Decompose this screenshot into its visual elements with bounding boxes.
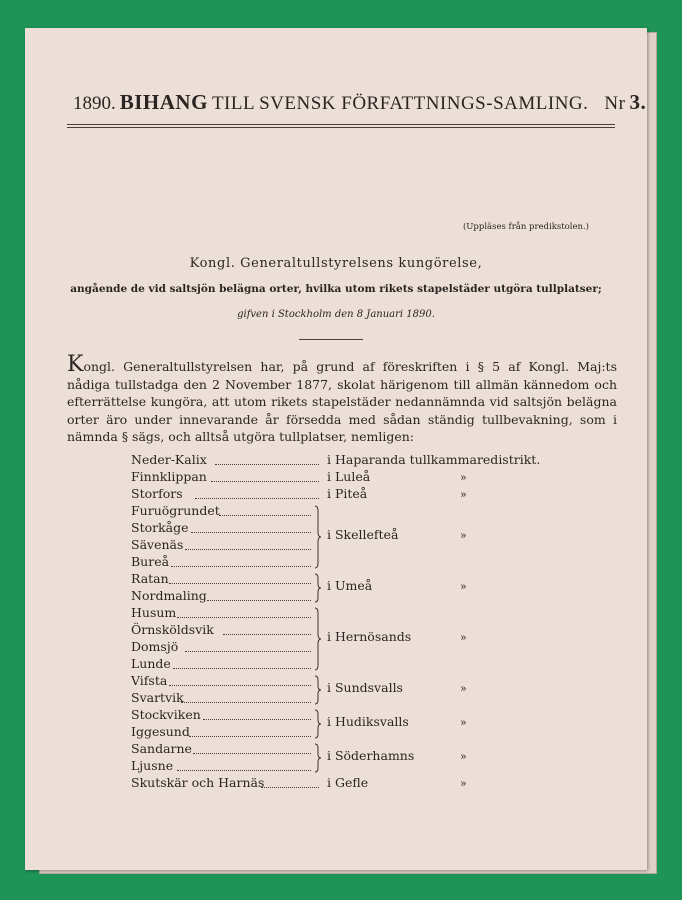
leader-dots <box>177 614 311 618</box>
body-line-2: nådiga tullstadga den 2 November 1877, skolat härigenom till allmän kännedom och <box>67 376 617 392</box>
ditto-mark: » <box>460 631 467 644</box>
group-brace <box>314 607 321 671</box>
header-year: 1890. <box>73 93 116 114</box>
header-nr-value: 3. <box>629 90 647 114</box>
leader-dots <box>189 733 311 737</box>
body-line-1: Kongl. Generaltullstyrelsen har, på grund af föreskriften i § 5 af Kongl. Maj:ts <box>67 352 617 377</box>
leader-dots <box>169 580 311 584</box>
leader-dots <box>219 512 311 516</box>
leader-dots <box>195 495 319 499</box>
place-item: Stockviken <box>131 707 201 722</box>
place-item: Skutskär och Harnäs <box>131 775 265 790</box>
place-item: Örnsköldsvik <box>131 622 214 637</box>
group-brace <box>314 743 321 773</box>
leader-dots <box>173 665 311 669</box>
district-label: i Umeå <box>327 578 373 593</box>
district-label: i Hudiksvalls <box>327 714 409 729</box>
district-label: i Luleå <box>327 469 371 484</box>
group-brace <box>314 505 321 569</box>
place-item: Nordmaling <box>131 588 207 603</box>
leader-dots <box>207 597 311 601</box>
place-item: Furuögrundet <box>131 503 220 518</box>
place-item: Vifsta <box>131 673 168 688</box>
place-item: Lunde <box>131 656 171 671</box>
leader-dots <box>169 682 311 686</box>
place-item: Bureå <box>131 554 170 569</box>
district-label: i Piteå <box>327 486 368 501</box>
leader-dots <box>177 767 311 771</box>
place-item: Storkåge <box>131 520 189 535</box>
group-brace <box>314 709 321 739</box>
group-brace <box>314 675 321 705</box>
place-item: Domsjö <box>131 639 179 654</box>
ditto-mark: » <box>460 750 467 763</box>
place-item: Husum <box>131 605 177 620</box>
document-page <box>25 28 647 870</box>
ditto-mark: » <box>460 529 467 542</box>
body-line-5: nämnda § sägs, och alltså utgöra tullplatser, nemligen: <box>67 429 415 445</box>
leader-dots <box>185 648 311 652</box>
drop-initial: K <box>67 352 84 377</box>
place-item: Neder-Kalix <box>131 452 207 467</box>
pulpit-note: (Uppläses från predikstolen.) <box>462 222 589 232</box>
body-line-3: efterrättelse kungöra, att utom rikets stapelstäder nedannämnda vid saltsjön belägna <box>67 394 617 410</box>
district-label: i Sundsvalls <box>327 680 403 695</box>
ditto-mark: » <box>460 471 467 484</box>
place-item: Iggesund <box>131 724 190 739</box>
place-item: Svartvik <box>131 690 184 705</box>
document-subtitle: angående de vid saltsjön belägna orter, hvilka utom rikets stapelstäder utgöra tullplatser; <box>70 283 602 295</box>
district-label: i Gefle <box>327 775 369 790</box>
header-till: TILL <box>211 93 256 114</box>
place-item: Finnklippan <box>131 469 207 484</box>
ditto-mark: » <box>460 488 467 501</box>
ditto-mark: » <box>460 716 467 729</box>
district-label: i Haparanda tullkammaredistrikt. <box>327 452 541 467</box>
place-item: Sävenäs <box>131 537 184 552</box>
leader-dots <box>203 716 311 720</box>
document-dateline: gifven i Stockholm den 8 Januari 1890. <box>237 309 435 320</box>
body-line-4: orter äro under innevarande år försedda med sådan ständig tullbevakning, som i <box>67 411 617 427</box>
district-label: i Söderhamns <box>327 748 415 763</box>
header-rule-2 <box>67 127 615 128</box>
document-title: Kongl. Generaltullstyrelsens kungörelse, <box>189 256 483 271</box>
ditto-mark: » <box>460 777 467 790</box>
header-nr-label: Nr <box>604 93 626 114</box>
leader-dots <box>215 461 319 465</box>
title-divider <box>299 339 363 340</box>
district-label: i Hernösands <box>327 629 412 644</box>
group-brace <box>314 573 321 603</box>
place-item: Ratan <box>131 571 169 586</box>
district-label: i Skellefteå <box>327 527 399 542</box>
place-item: Storfors <box>131 486 183 501</box>
header-rule <box>67 124 615 125</box>
leader-dots <box>185 546 311 550</box>
leader-dots <box>223 631 311 635</box>
header-title: SVENSK FÖRFATTNINGS-SAMLING. <box>259 93 589 114</box>
leader-dots <box>191 529 311 533</box>
leader-dots <box>181 699 311 703</box>
place-item: Ljusne <box>131 758 174 773</box>
body-paragraph <box>67 352 617 446</box>
leader-dots <box>171 563 311 567</box>
page-header <box>73 90 647 120</box>
leader-dots <box>211 478 319 482</box>
header-bihang: BIHANG <box>119 90 208 114</box>
ditto-mark: » <box>460 580 467 593</box>
ditto-mark: » <box>460 682 467 695</box>
leader-dots <box>193 750 311 754</box>
leader-dots <box>261 784 319 788</box>
place-item: Sandarne <box>131 741 192 756</box>
